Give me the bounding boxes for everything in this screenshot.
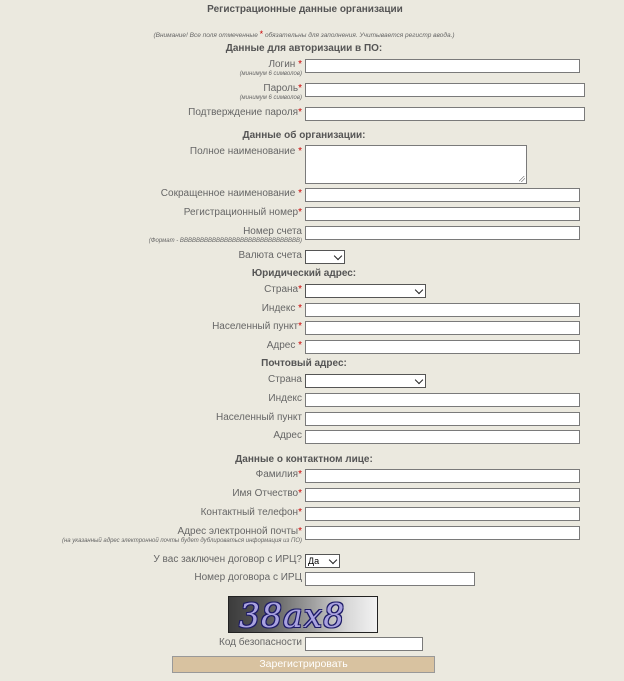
required-star: *	[259, 29, 264, 39]
chevron-down-icon	[334, 252, 342, 260]
legal-address-input[interactable]	[305, 340, 580, 354]
reg-number-label: Регистрационный номер*	[183, 207, 302, 218]
postal-index-label: Индекс	[268, 393, 302, 404]
chevron-down-icon	[329, 556, 337, 564]
login-hint: (минимум 6 символов)	[239, 71, 302, 77]
password-label: Пароль*	[263, 83, 302, 94]
postal-address-label: Адрес	[273, 430, 302, 441]
account-format-hint: (Формат - BBBBBBBBBBBBBBBBBBBBBBBBBBBBBB)	[148, 238, 302, 244]
note-text-end: обязательны для заполнения. Учитывается регистр ввода.)	[263, 32, 455, 39]
legal-country-label: Страна*	[264, 284, 302, 295]
email-label: Адрес электронной почты*	[177, 526, 302, 537]
full-name-textarea[interactable]	[305, 145, 527, 184]
resize-grip-icon[interactable]	[519, 176, 525, 182]
page-title: Регистрационные данные организации	[207, 4, 403, 15]
currency-label: Валюта счета	[238, 250, 302, 261]
postal-city-input[interactable]	[305, 412, 580, 426]
section-contact-person: Данные о контактном лице:	[235, 454, 373, 465]
confirm-password-input[interactable]	[305, 107, 585, 121]
legal-address-label: Адрес *	[266, 340, 302, 351]
contract-selected-value: Да	[308, 556, 320, 566]
security-code-input[interactable]	[305, 637, 423, 651]
legal-index-input[interactable]	[305, 303, 580, 317]
section-postal-address: Почтовый адрес:	[261, 358, 347, 369]
short-name-input[interactable]	[305, 188, 580, 202]
password-hint: (минимум 6 символов)	[239, 95, 302, 101]
register-button[interactable]: Зарегистрировать	[172, 656, 435, 673]
captcha-image	[228, 596, 378, 633]
captcha-text: 38ax8	[239, 596, 346, 633]
security-code-label: Код безопасности	[219, 637, 302, 648]
section-legal-address: Юридический адрес:	[251, 268, 357, 279]
postal-index-input[interactable]	[305, 393, 580, 407]
password-input[interactable]	[305, 83, 585, 97]
account-number-input[interactable]	[305, 226, 580, 240]
currency-select[interactable]	[305, 250, 345, 264]
surname-input[interactable]	[305, 469, 580, 483]
section-auth: Данные для авторизации в ПО:	[225, 43, 383, 54]
account-number-label: Номер счета	[243, 226, 302, 237]
contract-question-label: У вас заключен договор с ИРЦ?	[153, 554, 302, 565]
name-label: Имя Отчество*	[232, 488, 302, 499]
short-name-label: Сокращенное наименование *	[160, 188, 302, 199]
chevron-down-icon	[415, 286, 423, 294]
contract-select[interactable]	[305, 554, 340, 568]
postal-address-input[interactable]	[305, 430, 580, 444]
email-hint: (на указанный адрес электронной почты будет дублироваться информация из ПО)	[62, 538, 302, 544]
contract-number-label: Номер договора с ИРЦ	[194, 572, 302, 583]
legal-city-input[interactable]	[305, 321, 580, 335]
postal-country-select[interactable]	[305, 374, 426, 388]
phone-label: Контактный телефон*	[200, 507, 302, 518]
section-organization: Данные об организации:	[242, 130, 366, 141]
surname-label: Фамилия*	[255, 469, 302, 480]
note-text-start: (Внимание! Все поля отмеченные	[153, 32, 260, 39]
name-input[interactable]	[305, 488, 580, 502]
legal-index-label: Индекс *	[261, 303, 302, 314]
email-input[interactable]	[305, 526, 580, 540]
phone-input[interactable]	[305, 507, 580, 521]
reg-number-input[interactable]	[305, 207, 580, 221]
login-label: Логин *	[268, 59, 302, 70]
postal-country-label: Страна	[267, 374, 302, 385]
chevron-down-icon	[415, 376, 423, 384]
legal-country-select[interactable]	[305, 284, 426, 298]
full-name-label: Полное наименование *	[189, 146, 302, 157]
postal-city-label: Населенный пункт	[215, 412, 302, 423]
required-fields-note	[0, 29, 608, 39]
legal-city-label: Населенный пункт*	[212, 321, 302, 332]
contract-number-input[interactable]	[305, 572, 475, 586]
login-input[interactable]	[305, 59, 580, 73]
confirm-password-label: Подтверждение пароля*	[188, 107, 302, 118]
